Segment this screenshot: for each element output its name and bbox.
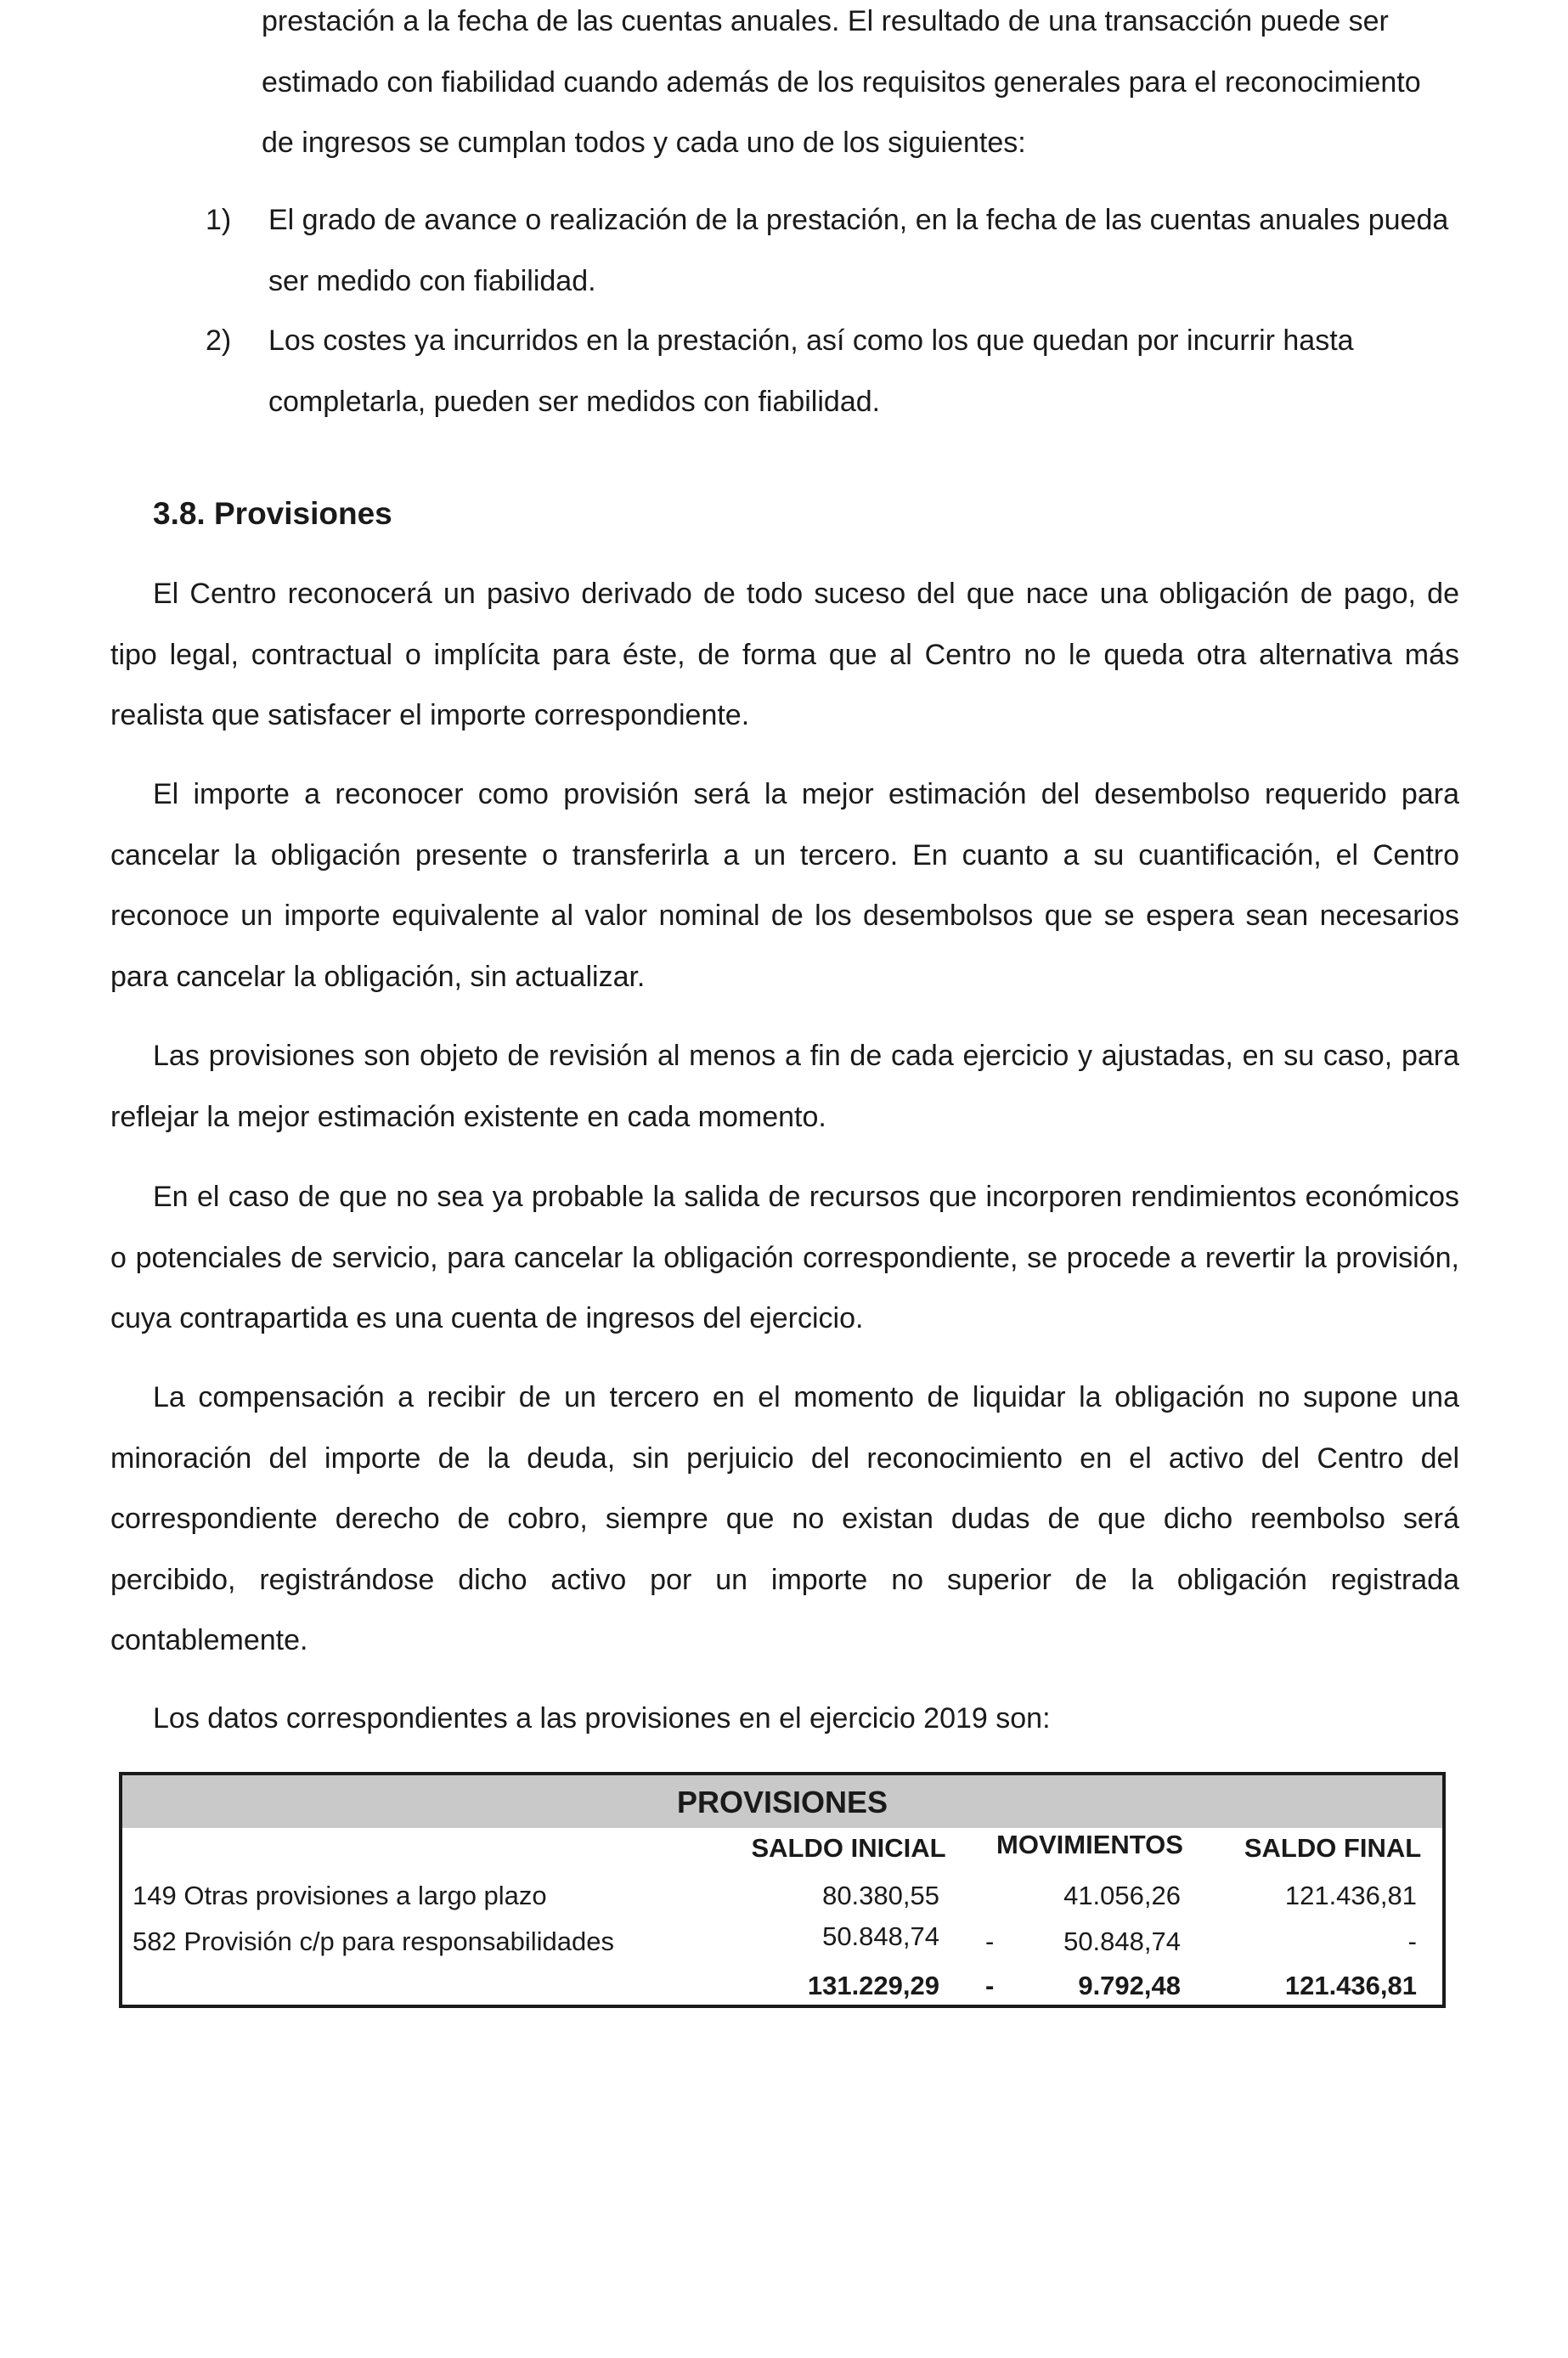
total-saldo-final: 121.436,81 bbox=[1284, 1971, 1417, 2000]
paragraph-6: Los datos correspondientes a las provisiones en el ejercicio 2019 son: bbox=[153, 1702, 1051, 1735]
paragraph-2: El importe a reconocer como provisión será la mejor estimación del desembolso requerido para cancelar la obligación presente o transferirla a un tercero. En cuanto a su cuantificación, el Centro reconoce un importe equivalente al valor nominal de los desembolsos que se espera sean necesarios para cancelar la obligación, sin actualizar. bbox=[110, 778, 1459, 993]
total-movimientos: 9.792,48 bbox=[1078, 1971, 1181, 2000]
header-saldo-inicial: SALDO INICIAL bbox=[751, 1833, 946, 1863]
row-movimientos: 50.848,74 bbox=[1063, 1926, 1181, 1956]
list-item-number: 2) bbox=[206, 324, 232, 357]
list-item-1 bbox=[206, 190, 1449, 312]
list-item-2 bbox=[206, 311, 1449, 432]
list-item-text: Los costes ya incurridos en la prestación, así como los que quedan por incurrir hasta completarla, pueden ser medidos con fiabilidad. bbox=[268, 324, 1354, 418]
row-mov-sign: - bbox=[985, 1926, 995, 1956]
row-saldo-final: - bbox=[1407, 1926, 1417, 1956]
paragraph-4: En el caso de que no sea ya probable la salida de recursos que incorporen rendimientos económicos o potenciales de servicio, para cancelar la obligación correspondiente, se procede a revertir la provisión, cuya contrapartida es una cuenta de ingresos del ejercicio. bbox=[110, 1181, 1459, 1334]
table-row-label: 149 Otras provisiones a largo plazo bbox=[133, 1881, 547, 1910]
total-mov-sign: - bbox=[985, 1971, 995, 2000]
row-saldo-inicial: 50.848,74 bbox=[822, 1921, 939, 1951]
paragraph-1: El Centro reconocerá un pasivo derivado de todo suceso del que nace una obligación de pago, de tipo legal, contractual o implícita para éste, de forma que al Centro no le queda otra alternativa más realista que satisfacer el importe correspondiente. bbox=[110, 578, 1459, 731]
total-saldo-inicial: 131.229,29 bbox=[807, 1971, 939, 2000]
list-item-number: 1) bbox=[206, 204, 232, 236]
table-title: PROVISIONES bbox=[676, 1785, 888, 1819]
row-movimientos: 41.056,26 bbox=[1063, 1881, 1181, 1910]
row-saldo-final: 121.436,81 bbox=[1284, 1881, 1417, 1910]
paragraph-3: Las provisiones son objeto de revisión al menos a fin de cada ejercicio y ajustadas, en su caso, para reflejar la mejor estimación existente en cada momento. bbox=[110, 1040, 1459, 1133]
table-row-label: 582 Provisión c/p para responsabilidades bbox=[133, 1926, 614, 1956]
header-saldo-final: SALDO FINAL bbox=[1244, 1833, 1422, 1863]
paragraph-5: La compensación a recibir de un tercero en el momento de liquidar la obligación no supone una minoración del importe de la deuda, sin perjuicio del reconocimiento en el activo del Centro del correspondiente derecho de cobro, siempre que no existan dudas de que dicho reembolso será percibido, registrándose dicho activo por un importe no superior de la obligación registrada contablemente. bbox=[110, 1381, 1459, 1656]
provisions-table bbox=[119, 1772, 1446, 2008]
row-saldo-inicial: 80.380,55 bbox=[822, 1881, 939, 1910]
intro-paragraph: prestación a la fecha de las cuentas anuales. El resultado de una transacción puede ser estimado con fiabilidad cuando además de los requisitos generales para el reconocimiento de ingresos se cumplan todos y cada uno de los siguientes: bbox=[262, 5, 1421, 159]
header-movimientos: MOVIMIENTOS bbox=[996, 1830, 1183, 1859]
section-heading: 3.8. Provisiones bbox=[153, 496, 392, 531]
list-item-text: El grado de avance o realización de la prestación, en la fecha de las cuentas anuales pueda ser medido con fiabilidad. bbox=[268, 204, 1449, 297]
